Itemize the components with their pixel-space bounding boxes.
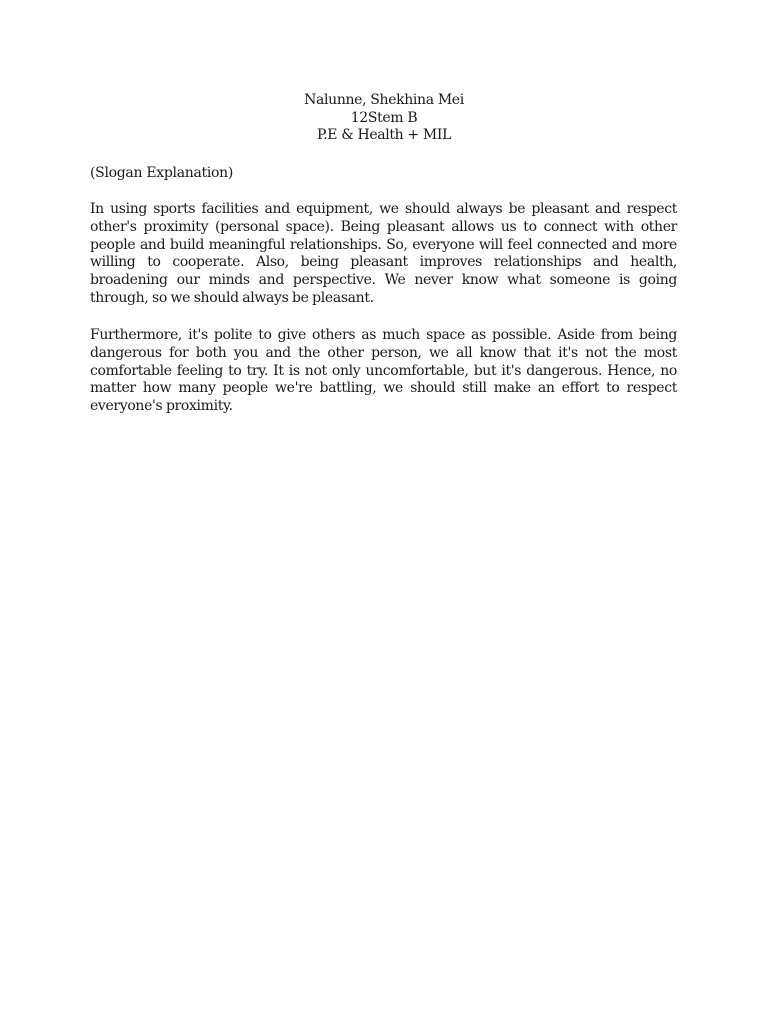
document-heading: (Slogan Explanation) bbox=[90, 165, 234, 181]
document-header bbox=[0, 92, 768, 145]
paragraph-1: In using sports facilities and equipment, we should always be pleasant and respect other's proximity (personal space). Being pleasant allows us to connect with other people and build meaningful relationships. So, everyone will feel connected and more willing to cooperate. Also, being pleasant improves relationships and health, broadening our minds and perspective. We never know what someone is going through, so we should always be pleasant. bbox=[90, 201, 677, 306]
subject-line: P.E & Health + MIL bbox=[316, 127, 452, 143]
class-section: 12Stem B bbox=[350, 109, 418, 126]
paragraph-2: Furthermore, it's polite to give others as much space as possible. Aside from being dangerous for both you and the other person, we all know that it's not the most comfortable feeling to try. It is not only uncomfortable, but it's dangerous. Hence, no matter how many people we're battling, we should still make an effort to respect everyone's proximity. bbox=[90, 327, 677, 415]
author-name: Nalunne, Shekhina Mei bbox=[304, 92, 464, 108]
